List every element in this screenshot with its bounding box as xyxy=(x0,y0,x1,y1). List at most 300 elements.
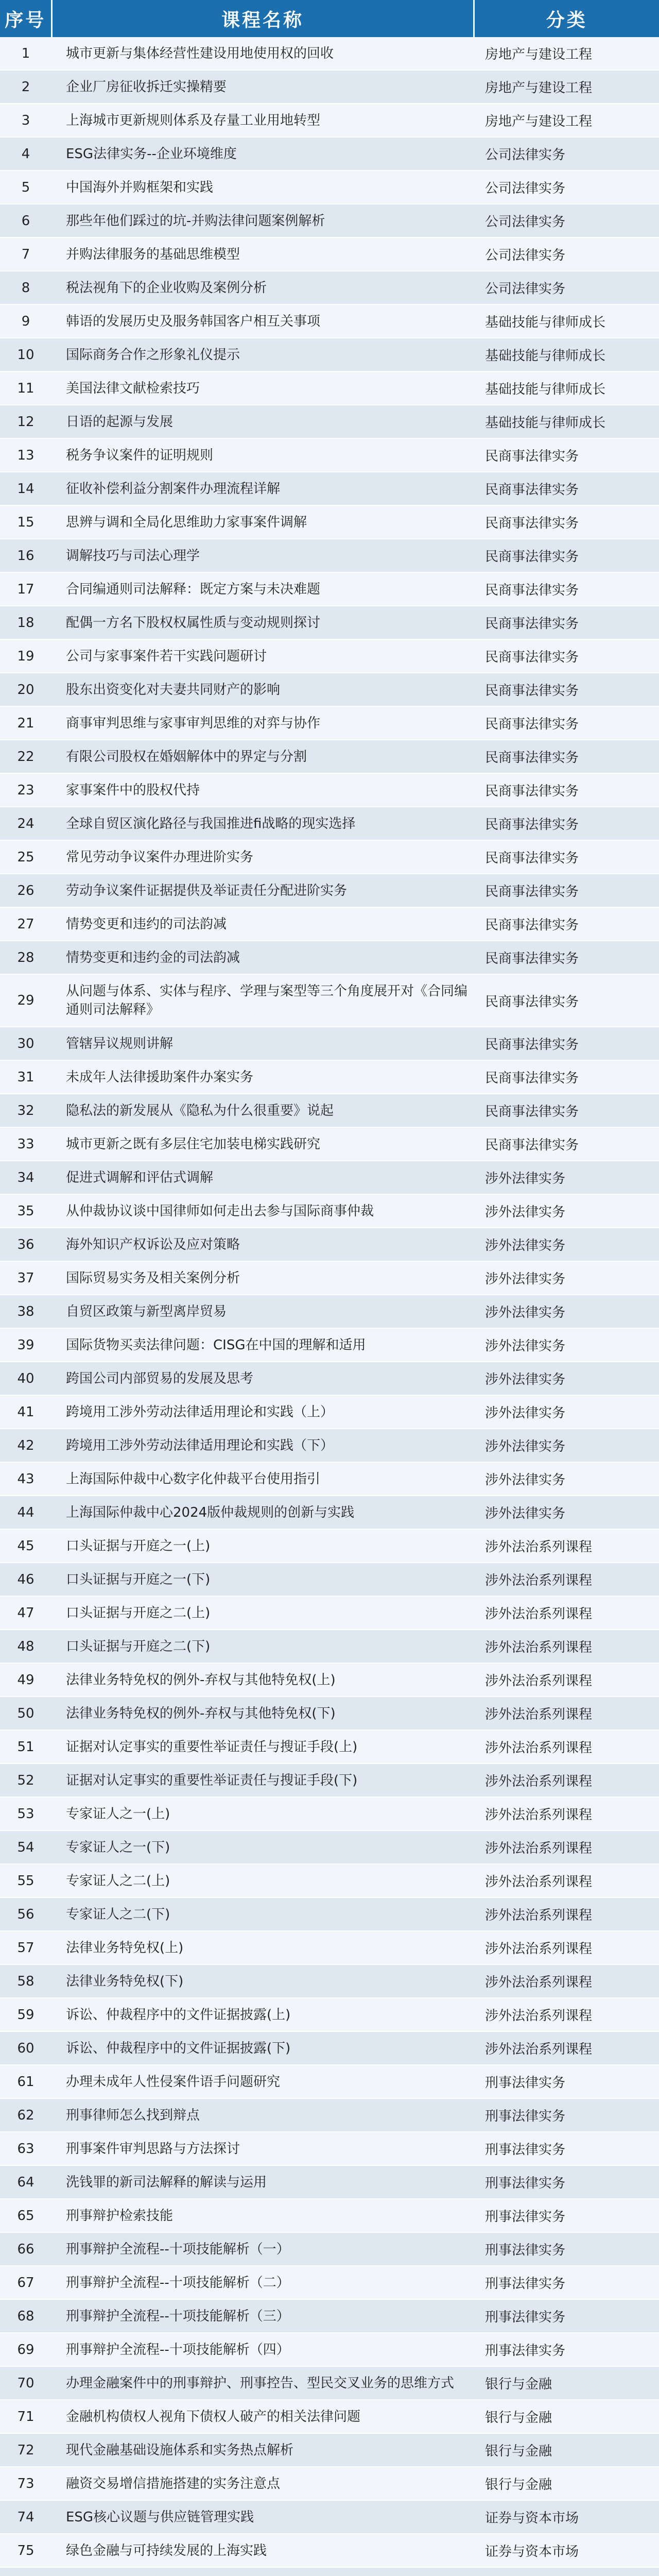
course-category: 涉外法治系列课程 xyxy=(474,1864,659,1897)
row-number: 4 xyxy=(0,137,51,171)
row-number: 53 xyxy=(0,1797,51,1831)
row-number: 1 xyxy=(0,37,51,70)
table-row xyxy=(0,472,659,505)
course-category: 民商事法律实务 xyxy=(474,572,659,606)
table-row xyxy=(0,1228,659,1261)
course-category: 涉外法治系列课程 xyxy=(474,1697,659,1730)
course-category: 基础技能与律师成长 xyxy=(474,371,659,405)
table-row xyxy=(0,1764,659,1797)
row-number: 70 xyxy=(0,2366,51,2400)
course-category: 民商事法律实务 xyxy=(474,606,659,639)
course-category xyxy=(474,2567,659,2576)
course-name: 劳动争议案件证据提供及举证责任分配进阶实务 xyxy=(51,874,474,907)
course-name: 调解技巧与司法心理学 xyxy=(51,539,474,572)
row-number: 2 xyxy=(0,70,51,104)
course-category: 民商事法律实务 xyxy=(474,1027,659,1060)
table-row xyxy=(0,1462,659,1496)
course-name: 征收补偿利益分割案件办理流程详解 xyxy=(51,472,474,505)
course-name: 促进式调解和评估式调解 xyxy=(51,1161,474,1194)
course-category: 涉外法律实务 xyxy=(474,1362,659,1395)
table-row xyxy=(0,271,659,304)
course-name: 现代金融基础设施体系和实务热点解析 xyxy=(51,2433,474,2467)
table-row xyxy=(0,1797,659,1831)
table-row xyxy=(0,539,659,572)
row-number: 24 xyxy=(0,807,51,840)
row-number: 30 xyxy=(0,1027,51,1060)
course-category: 公司法律实务 xyxy=(474,204,659,238)
table-row xyxy=(0,1596,659,1630)
course-category: 公司法律实务 xyxy=(474,171,659,204)
course-name: 刑事案件审判思路与方法探讨 xyxy=(51,2132,474,2165)
course-category: 民商事法律实务 xyxy=(474,907,659,941)
header-no: 序号 xyxy=(0,0,51,37)
table-body xyxy=(0,37,659,2576)
table-row xyxy=(0,1931,659,1964)
course-category: 涉外法治系列课程 xyxy=(474,1797,659,1831)
table-row xyxy=(0,338,659,371)
course-category: 刑事法律实务 xyxy=(474,2266,659,2299)
course-name: ESG核心议题与供应链管理实践 xyxy=(51,2500,474,2534)
table-row xyxy=(0,1630,659,1663)
course-category: 民商事法律实务 xyxy=(474,807,659,840)
course-category: 涉外法治系列课程 xyxy=(474,1529,659,1563)
table-row xyxy=(0,2433,659,2467)
course-category: 银行与金融 xyxy=(474,2467,659,2500)
table-row xyxy=(0,1395,659,1429)
table-row xyxy=(0,1864,659,1897)
course-name: 合同编通则司法解释：既定方案与未决难题 xyxy=(51,572,474,606)
course-category: 涉外法治系列课程 xyxy=(474,1897,659,1931)
row-number: 17 xyxy=(0,572,51,606)
row-number: 44 xyxy=(0,1496,51,1529)
row-number: 57 xyxy=(0,1931,51,1964)
table-row xyxy=(0,1831,659,1864)
table-row xyxy=(0,104,659,137)
row-number: 73 xyxy=(0,2467,51,2500)
course-category: 基础技能与律师成长 xyxy=(474,338,659,371)
table-row xyxy=(0,2299,659,2333)
table-row xyxy=(0,572,659,606)
course-name: 法律业务特免权的例外-弃权与其他特免权(上) xyxy=(51,1663,474,1697)
table-row xyxy=(0,2065,659,2098)
course-name: 隐私法的新发展从《隐私为什么很重要》说起 xyxy=(51,1094,474,1127)
table-row xyxy=(0,2098,659,2132)
course-name: 口头证据与开庭之二(上) xyxy=(51,1596,474,1630)
table-row xyxy=(0,204,659,238)
table-row xyxy=(0,606,659,639)
course-name: 情势变更和违约的司法韵减 xyxy=(51,907,474,941)
row-number: 74 xyxy=(0,2500,51,2534)
course-category: 涉外法治系列课程 xyxy=(474,1730,659,1764)
course-name: 股东出资变化对夫妻共同财产的影响 xyxy=(51,673,474,706)
course-category: 刑事法律实务 xyxy=(474,2199,659,2232)
row-number: 38 xyxy=(0,1295,51,1328)
course-category: 公司法律实务 xyxy=(474,137,659,171)
table-row xyxy=(0,2132,659,2165)
row-number: 13 xyxy=(0,438,51,472)
table-row xyxy=(0,2500,659,2534)
table-row xyxy=(0,2333,659,2366)
row-number: 19 xyxy=(0,639,51,673)
course-name: 城市更新之既有多层住宅加装电梯实践研究 xyxy=(51,1127,474,1161)
course-category: 房地产与建设工程 xyxy=(474,104,659,137)
course-name: 国际贸易实务及相关案例分析 xyxy=(51,1261,474,1295)
course-name: 海外知识产权诉讼及应对策略 xyxy=(51,1228,474,1261)
row-number: 45 xyxy=(0,1529,51,1563)
course-category: 涉外法治系列课程 xyxy=(474,1764,659,1797)
row-number: 37 xyxy=(0,1261,51,1295)
table-row xyxy=(0,2567,659,2576)
course-name: 国际货物买卖法律问题：CISG在中国的理解和适用 xyxy=(51,1328,474,1362)
row-number: 21 xyxy=(0,706,51,740)
row-number: 8 xyxy=(0,271,51,304)
course-category: 涉外法律实务 xyxy=(474,1328,659,1362)
course-name: 公司与家事案件若干实践问题研讨 xyxy=(51,639,474,673)
row-number: 39 xyxy=(0,1328,51,1362)
course-name: 刑事辩护全流程--十项技能解析（二） xyxy=(51,2266,474,2299)
row-number: 69 xyxy=(0,2333,51,2366)
course-name: 专家证人之一(下) xyxy=(51,1831,474,1864)
course-category: 房地产与建设工程 xyxy=(474,70,659,104)
table-row xyxy=(0,171,659,204)
table-row xyxy=(0,941,659,974)
row-number: 51 xyxy=(0,1730,51,1764)
row-number: 47 xyxy=(0,1596,51,1630)
course-category: 民商事法律实务 xyxy=(474,639,659,673)
row-number: 66 xyxy=(0,2232,51,2266)
course-category: 刑事法律实务 xyxy=(474,2132,659,2165)
table-row xyxy=(0,1261,659,1295)
row-number: 25 xyxy=(0,840,51,874)
row-number: 64 xyxy=(0,2165,51,2199)
row-number: 41 xyxy=(0,1395,51,1429)
course-category: 刑事法律实务 xyxy=(474,2165,659,2199)
row-number: 7 xyxy=(0,238,51,271)
row-number: 12 xyxy=(0,405,51,438)
row-number: 60 xyxy=(0,2031,51,2065)
course-name: 跨境用工涉外劳动法律适用理论和实践（上） xyxy=(51,1395,474,1429)
course-category: 民商事法律实务 xyxy=(474,874,659,907)
course-category: 涉外法治系列课程 xyxy=(474,1998,659,2031)
course-name: 情势变更和违约金的司法韵减 xyxy=(51,941,474,974)
course-category: 涉外法治系列课程 xyxy=(474,1563,659,1596)
course-name: 融资交易增信措施搭建的实务注意点 xyxy=(51,2467,474,2500)
course-name: 口头证据与开庭之一(下) xyxy=(51,1563,474,1596)
course-name: 洗钱罪的新司法解释的解读与运用 xyxy=(51,2165,474,2199)
header-course-name: 课程名称 xyxy=(51,0,474,37)
course-category: 银行与金融 xyxy=(474,2366,659,2400)
course-name: 刑事辩护检索技能 xyxy=(51,2199,474,2232)
table-row xyxy=(0,2400,659,2433)
course-name: 日语的起源与发展 xyxy=(51,405,474,438)
row-number: 6 xyxy=(0,204,51,238)
course-category: 刑事法律实务 xyxy=(474,2098,659,2132)
table-row xyxy=(0,1060,659,1094)
course-name: 税务争议案件的证明规则 xyxy=(51,438,474,472)
row-number: 33 xyxy=(0,1127,51,1161)
course-category: 民商事法律实务 xyxy=(474,706,659,740)
table-row xyxy=(0,1998,659,2031)
course-name: 税法视角下的企业收购及案例分析 xyxy=(51,271,474,304)
row-number: 35 xyxy=(0,1194,51,1228)
row-number: 22 xyxy=(0,740,51,773)
row-number: 11 xyxy=(0,371,51,405)
course-name: 法律业务特免权(下) xyxy=(51,1964,474,1998)
course-name: 刑事律师怎么找到辩点 xyxy=(51,2098,474,2132)
row-number: 3 xyxy=(0,104,51,137)
course-name: 上海国际仲裁中心数字化仲裁平台使用指引 xyxy=(51,1462,474,1496)
course-name: 从仲裁协议谈中国律师如何走出去参与国际商事仲裁 xyxy=(51,1194,474,1228)
table-row xyxy=(0,1730,659,1764)
course-name: 办理金融案件中的刑事辩护、刑事控告、型民交叉业务的思维方式 xyxy=(51,2366,474,2400)
course-category: 民商事法律实务 xyxy=(474,773,659,807)
course-name: 金融机构债权人视角下债权人破产的相关法律问题 xyxy=(51,2400,474,2433)
header-category: 分类 xyxy=(474,0,659,37)
row-number: 65 xyxy=(0,2199,51,2232)
table-row xyxy=(0,371,659,405)
table-row xyxy=(0,1897,659,1931)
row-number: 36 xyxy=(0,1228,51,1261)
table-row xyxy=(0,2266,659,2299)
table-row xyxy=(0,2199,659,2232)
course-name: 企业厂房征收拆迁实操精要 xyxy=(51,70,474,104)
course-category: 刑事法律实务 xyxy=(474,2333,659,2366)
course-category: 银行与金融 xyxy=(474,2433,659,2467)
table-row xyxy=(0,673,659,706)
course-name: 有限公司股权在婚姻解体中的界定与分割 xyxy=(51,740,474,773)
course-category: 民商事法律实务 xyxy=(474,438,659,472)
course-category: 证券与资本市场 xyxy=(474,2534,659,2567)
course-name: 全球自贸区演化路径与我国推进fi战略的现实选择 xyxy=(51,807,474,840)
course-name: 诉讼、仲裁程序中的文件证据披露(下) xyxy=(51,2031,474,2065)
course-name: 专家证人之一(上) xyxy=(51,1797,474,1831)
course-category: 涉外法律实务 xyxy=(474,1395,659,1429)
course-category: 涉外法治系列课程 xyxy=(474,1964,659,1998)
course-name: 上海城市更新规则体系及存量工业用地转型 xyxy=(51,104,474,137)
table-row xyxy=(0,807,659,840)
row-number: 55 xyxy=(0,1864,51,1897)
row-number: 46 xyxy=(0,1563,51,1596)
row-number: 9 xyxy=(0,304,51,338)
course-name: 那些年他们踩过的坑-并购法律问题案例解析 xyxy=(51,204,474,238)
course-category: 涉外法律实务 xyxy=(474,1429,659,1462)
table-row xyxy=(0,874,659,907)
table-row xyxy=(0,1027,659,1060)
row-number: 62 xyxy=(0,2098,51,2132)
row-number: 16 xyxy=(0,539,51,572)
table-row xyxy=(0,505,659,539)
table-row xyxy=(0,1663,659,1697)
table-row xyxy=(0,304,659,338)
table-header-row xyxy=(0,0,659,37)
row-number: 71 xyxy=(0,2400,51,2433)
table-row xyxy=(0,1328,659,1362)
course-name: 城市更新与集体经营性建设用地使用权的回收 xyxy=(51,37,474,70)
course-name xyxy=(51,2567,474,2576)
row-number: 72 xyxy=(0,2433,51,2467)
table-row xyxy=(0,840,659,874)
row-number: 52 xyxy=(0,1764,51,1797)
table-row xyxy=(0,70,659,104)
table-row xyxy=(0,639,659,673)
course-category: 涉外法治系列课程 xyxy=(474,2031,659,2065)
course-name: 法律业务特免权的例外-弃权与其他特免权(下) xyxy=(51,1697,474,1730)
table-row xyxy=(0,1697,659,1730)
course-category: 银行与金融 xyxy=(474,2400,659,2433)
table-row xyxy=(0,438,659,472)
course-category: 涉外法律实务 xyxy=(474,1462,659,1496)
course-name: 专家证人之二(上) xyxy=(51,1864,474,1897)
course-category: 民商事法律实务 xyxy=(474,840,659,874)
table-row xyxy=(0,238,659,271)
course-category: 民商事法律实务 xyxy=(474,472,659,505)
course-category: 涉外法治系列课程 xyxy=(474,1596,659,1630)
course-name: 国际商务合作之形象礼仪提示 xyxy=(51,338,474,371)
table-row xyxy=(0,1161,659,1194)
course-name: 刑事辩护全流程--十项技能解析（三） xyxy=(51,2299,474,2333)
course-name: 证据对认定事实的重要性举证责任与搜证手段(下) xyxy=(51,1764,474,1797)
table-row xyxy=(0,2232,659,2266)
course-name: 美国法律文献检索技巧 xyxy=(51,371,474,405)
course-name: 口头证据与开庭之二(下) xyxy=(51,1630,474,1663)
table-row xyxy=(0,2031,659,2065)
course-category: 涉外法治系列课程 xyxy=(474,1663,659,1697)
course-category: 民商事法律实务 xyxy=(474,505,659,539)
table-row xyxy=(0,1529,659,1563)
row-number: 40 xyxy=(0,1362,51,1395)
course-category: 涉外法治系列课程 xyxy=(474,1630,659,1663)
course-category: 涉外法律实务 xyxy=(474,1161,659,1194)
row-number: 75 xyxy=(0,2534,51,2567)
table-row xyxy=(0,1496,659,1529)
course-name: 诉讼、仲裁程序中的文件证据披露(上) xyxy=(51,1998,474,2031)
row-number: 32 xyxy=(0,1094,51,1127)
row-number: 48 xyxy=(0,1630,51,1663)
table-row xyxy=(0,1964,659,1998)
course-name: 管辖异议规则讲解 xyxy=(51,1027,474,1060)
course-category: 公司法律实务 xyxy=(474,271,659,304)
course-category: 涉外法律实务 xyxy=(474,1261,659,1295)
row-number: 61 xyxy=(0,2065,51,2098)
course-category: 房地产与建设工程 xyxy=(474,37,659,70)
row-number xyxy=(0,2567,51,2576)
course-name: 办理未成年人性侵案件语手问题研究 xyxy=(51,2065,474,2098)
course-category: 刑事法律实务 xyxy=(474,2065,659,2098)
row-number: 14 xyxy=(0,472,51,505)
table-row xyxy=(0,1362,659,1395)
table-row xyxy=(0,773,659,807)
table-row xyxy=(0,137,659,171)
table-row xyxy=(0,1194,659,1228)
course-category: 民商事法律实务 xyxy=(474,539,659,572)
course-category: 涉外法律实务 xyxy=(474,1496,659,1529)
course-name: 刑事辩护全流程--十项技能解析（四） xyxy=(51,2333,474,2366)
row-number: 23 xyxy=(0,773,51,807)
row-number: 43 xyxy=(0,1462,51,1496)
row-number: 31 xyxy=(0,1060,51,1094)
course-category: 民商事法律实务 xyxy=(474,974,659,1027)
row-number: 15 xyxy=(0,505,51,539)
table-row xyxy=(0,2534,659,2567)
course-name: 跨境用工涉外劳动法律适用理论和实践（下） xyxy=(51,1429,474,1462)
course-category: 民商事法律实务 xyxy=(474,740,659,773)
course-category: 涉外法律实务 xyxy=(474,1228,659,1261)
course-name: 上海国际仲裁中心2024版仲裁规则的创新与实践 xyxy=(51,1496,474,1529)
row-number: 67 xyxy=(0,2266,51,2299)
table-row xyxy=(0,1563,659,1596)
course-category: 刑事法律实务 xyxy=(474,2299,659,2333)
row-number: 58 xyxy=(0,1964,51,1998)
row-number: 59 xyxy=(0,1998,51,2031)
row-number: 29 xyxy=(0,974,51,1027)
row-number: 56 xyxy=(0,1897,51,1931)
row-number: 68 xyxy=(0,2299,51,2333)
course-category: 涉外法律实务 xyxy=(474,1194,659,1228)
course-name: 常见劳动争议案件办理进阶实务 xyxy=(51,840,474,874)
row-number: 54 xyxy=(0,1831,51,1864)
course-name: 从问题与体系、实体与程序、学理与案型等三个角度展开对《合同编通则司法解释》 xyxy=(51,974,474,1027)
course-category: 基础技能与律师成长 xyxy=(474,405,659,438)
course-name: ESG法律实务--企业环境维度 xyxy=(51,137,474,171)
row-number: 28 xyxy=(0,941,51,974)
row-number: 10 xyxy=(0,338,51,371)
course-name: 法律业务特免权(上) xyxy=(51,1931,474,1964)
row-number: 49 xyxy=(0,1663,51,1697)
course-name: 未成年人法律援助案件办案实务 xyxy=(51,1060,474,1094)
row-number: 18 xyxy=(0,606,51,639)
row-number: 20 xyxy=(0,673,51,706)
table-row xyxy=(0,740,659,773)
course-name: 证据对认定事实的重要性举证责任与搜证手段(上) xyxy=(51,1730,474,1764)
course-name: 口头证据与开庭之一(上) xyxy=(51,1529,474,1563)
course-name: 自贸区政策与新型离岸贸易 xyxy=(51,1295,474,1328)
course-name: 绿色金融与可持续发展的上海实践 xyxy=(51,2534,474,2567)
course-name: 韩语的发展历史及服务韩国客户相互关事项 xyxy=(51,304,474,338)
course-category: 基础技能与律师成长 xyxy=(474,304,659,338)
course-name: 配偶一方名下股权权属性质与变动规则探讨 xyxy=(51,606,474,639)
table-row xyxy=(0,2366,659,2400)
table-row xyxy=(0,1127,659,1161)
course-category: 刑事法律实务 xyxy=(474,2232,659,2266)
course-category: 公司法律实务 xyxy=(474,238,659,271)
table-row xyxy=(0,706,659,740)
row-number: 34 xyxy=(0,1161,51,1194)
table-row xyxy=(0,2467,659,2500)
course-name: 商事审判思维与家事审判思维的对弈与协作 xyxy=(51,706,474,740)
table-row xyxy=(0,37,659,70)
table-row xyxy=(0,974,659,1027)
row-number: 26 xyxy=(0,874,51,907)
course-name: 跨国公司内部贸易的发展及思考 xyxy=(51,1362,474,1395)
course-name: 专家证人之二(下) xyxy=(51,1897,474,1931)
table-row xyxy=(0,907,659,941)
course-category: 民商事法律实务 xyxy=(474,941,659,974)
course-category: 涉外法律实务 xyxy=(474,1295,659,1328)
course-name: 中国海外并购框架和实践 xyxy=(51,171,474,204)
course-category: 涉外法治系列课程 xyxy=(474,1831,659,1864)
course-category: 民商事法律实务 xyxy=(474,1127,659,1161)
row-number: 5 xyxy=(0,171,51,204)
row-number: 42 xyxy=(0,1429,51,1462)
table-row xyxy=(0,1295,659,1328)
course-category: 证券与资本市场 xyxy=(474,2500,659,2534)
course-category: 民商事法律实务 xyxy=(474,1094,659,1127)
table-row xyxy=(0,2165,659,2199)
row-number: 63 xyxy=(0,2132,51,2165)
table-row xyxy=(0,405,659,438)
table-row xyxy=(0,1429,659,1462)
row-number: 27 xyxy=(0,907,51,941)
